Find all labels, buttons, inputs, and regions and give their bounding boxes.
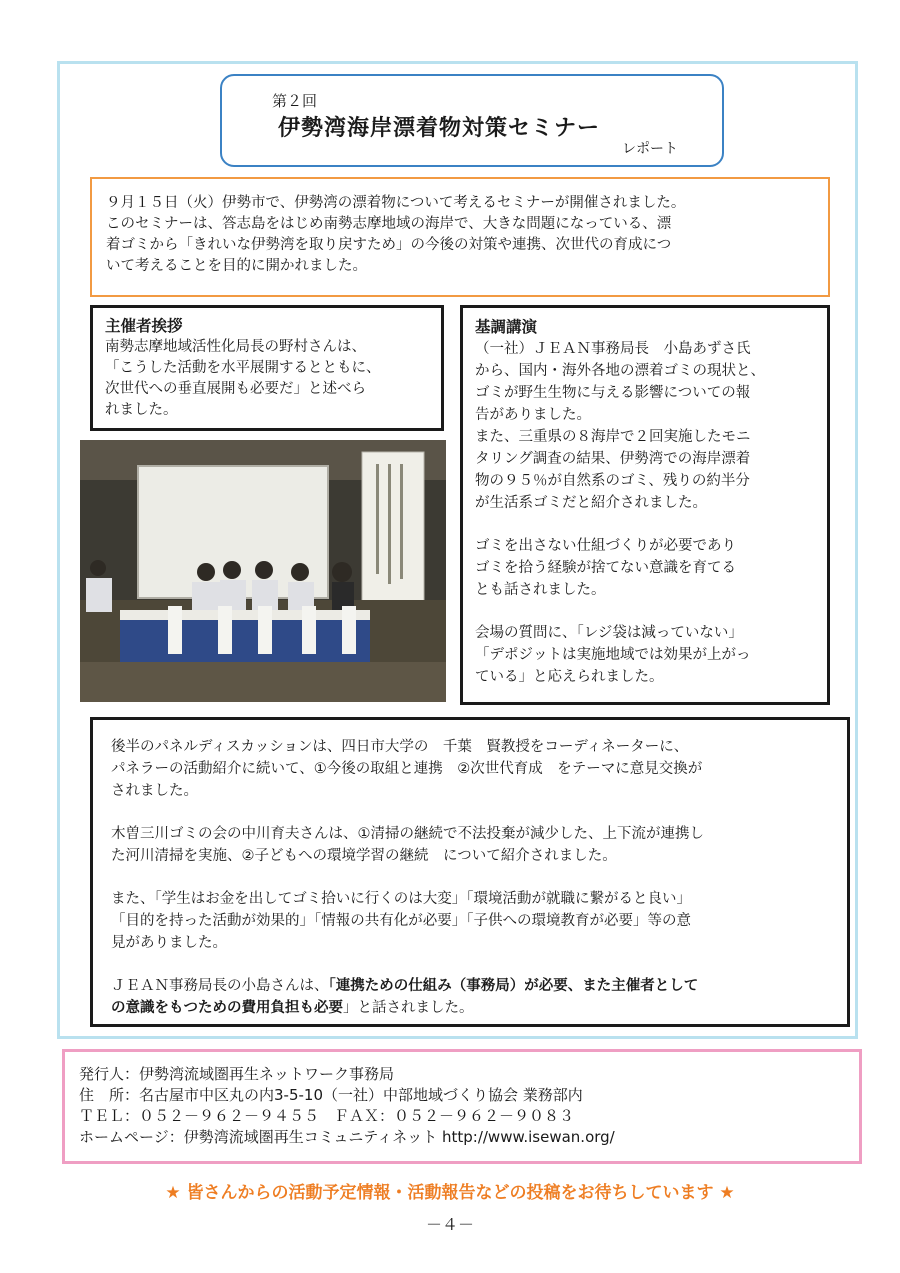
- panel-line: [111, 975, 833, 997]
- tel-fax-line: ＴＥＬ：０５２－９６２－９４５５ ＦＡＸ：０５２－９６２－９０８３: [79, 1107, 575, 1125]
- greeting-box: [90, 305, 444, 431]
- address-line: 住 所：名古屋市中区丸の内3-5-10（一社）中部地域づくり協会 業務部内: [79, 1086, 583, 1104]
- keynote-line: が生活系ゴミだと紹介されました。: [475, 495, 707, 511]
- keynote-line: 告がありました。: [475, 407, 591, 423]
- keynote-line: 物の９５％が自然系のゴミ、残りの約半分: [475, 473, 750, 489]
- keynote-box: [460, 305, 830, 705]
- keynote-line: タリング調査の結果、伊勢湾での海岸漂着: [475, 451, 751, 467]
- homepage-line: ホームページ：伊勢湾流域圏再生コミュニティネット http://www.isewan.org/: [79, 1128, 615, 1146]
- panel-emphasis: 「連携ための仕組み（事務局）が必要、また主催者として: [328, 978, 699, 994]
- greeting-line: 次世代への垂直展開も必要だ」と述べら: [105, 381, 366, 397]
- panel-discussion-box: [90, 717, 850, 1027]
- keynote-paragraph: [475, 338, 817, 514]
- panel-line: パネラーの活動紹介に続いて、①今後の取組と連携 ②次世代育成 をテーマに意見交換が: [111, 761, 703, 777]
- keynote-line: （一社）ＪＥＡＮ事務局長 小島あずさ氏: [475, 341, 751, 357]
- panel-emphasis: の意識をもつための費用負担も必要: [111, 1000, 343, 1016]
- intro-line: ９月１５日（火）伊勢市で、伊勢湾の漂着物について考えるセミナーが開催されました。: [106, 195, 686, 211]
- panel-line: また、「学生はお金を出してゴミ拾いに行くのは大変」「環境活動が就職に繋がると良い」: [111, 891, 691, 907]
- keynote-line: 「デポジットは実施地域では効果が上がっ: [475, 647, 751, 663]
- seminar-photo: [80, 440, 446, 702]
- title-suffix: レポート: [622, 141, 678, 157]
- call-for-submissions-banner: ★ 皆さんからの活動予定情報・活動報告などの投稿をお待ちしています ★: [165, 1183, 735, 1203]
- greeting-line: れました。: [105, 402, 178, 418]
- panel-line: 木曽三川ゴミの会の中川育夫さんは、①清掃の継続で不法投棄が減少した、上下流が連携し: [111, 826, 704, 842]
- intro-box: [90, 177, 830, 297]
- intro-line: このセミナーは、答志島をはじめ南勢志摩地域の海岸で、大きな問題になっている、漂: [106, 216, 672, 232]
- keynote-paragraph: [475, 622, 817, 688]
- keynote-line: ている」と応えられました。: [475, 669, 664, 685]
- panel-line: されました。: [111, 783, 198, 799]
- panel-line: [111, 997, 833, 1019]
- panel-paragraph: [111, 888, 833, 954]
- panel-paragraph: [111, 736, 833, 802]
- intro-line: いて考えることを目的に開かれました。: [106, 258, 367, 274]
- page-number: －４－: [425, 1215, 474, 1234]
- keynote-line: また、三重県の８海岸で２回実施したモニ: [475, 429, 751, 445]
- seminar-photo-image: [80, 440, 446, 702]
- panel-paragraph: [111, 975, 833, 1019]
- greeting-line: 南勢志摩地域活性化局長の野村さんは、: [105, 339, 366, 355]
- keynote-line: ゴミが野生生物に与える影響についての報: [475, 385, 751, 401]
- panel-line: 見がありました。: [111, 935, 227, 951]
- greeting-heading: 主催者挨拶: [105, 317, 183, 335]
- greeting-line: 「こうした活動を水平展開するとともに、: [105, 360, 381, 376]
- publisher-info-box: [62, 1049, 862, 1164]
- panel-paragraph: [111, 823, 833, 867]
- panel-text: 」と話されました。: [343, 1000, 474, 1016]
- keynote-line: ゴミを出さない仕組づくりが必要であり: [475, 538, 736, 554]
- panel-line: 後半のパネルディスカッションは、四日市大学の 千葉 賢教授をコーディネーターに、: [111, 739, 689, 755]
- publisher-line: 発行人：伊勢湾流域圏再生ネットワーク事務局: [79, 1065, 395, 1083]
- keynote-line: とも話されました。: [475, 582, 606, 598]
- panel-line: た河川清掃を実施、②子どもへの環境学習の継続 について紹介されました。: [111, 848, 617, 864]
- keynote-line: ゴミを拾う経験が捨てない意識を育てる: [475, 560, 736, 576]
- panel-text: ＪＥＡＮ事務局長の小島さんは、: [111, 978, 329, 994]
- page-title: 伊勢湾海岸漂着物対策セミナー: [278, 116, 601, 141]
- keynote-heading: 基調講演: [475, 318, 538, 336]
- intro-line: 着ゴミから「きれいな伊勢湾を取り戻すため」の今後の対策や連携、次世代の育成につ: [106, 237, 672, 253]
- keynote-paragraph: [475, 535, 817, 601]
- title-prefix: 第２回: [272, 92, 318, 110]
- panel-line: 「目的を持った活動が効果的」「情報の共有化が必要」「子供への環境教育が必要」等の意: [111, 913, 691, 929]
- keynote-line: から、国内・海外各地の漂着ゴミの現状と、: [475, 363, 765, 379]
- keynote-line: 会場の質問に、「レジ袋は減っていない」: [475, 625, 743, 641]
